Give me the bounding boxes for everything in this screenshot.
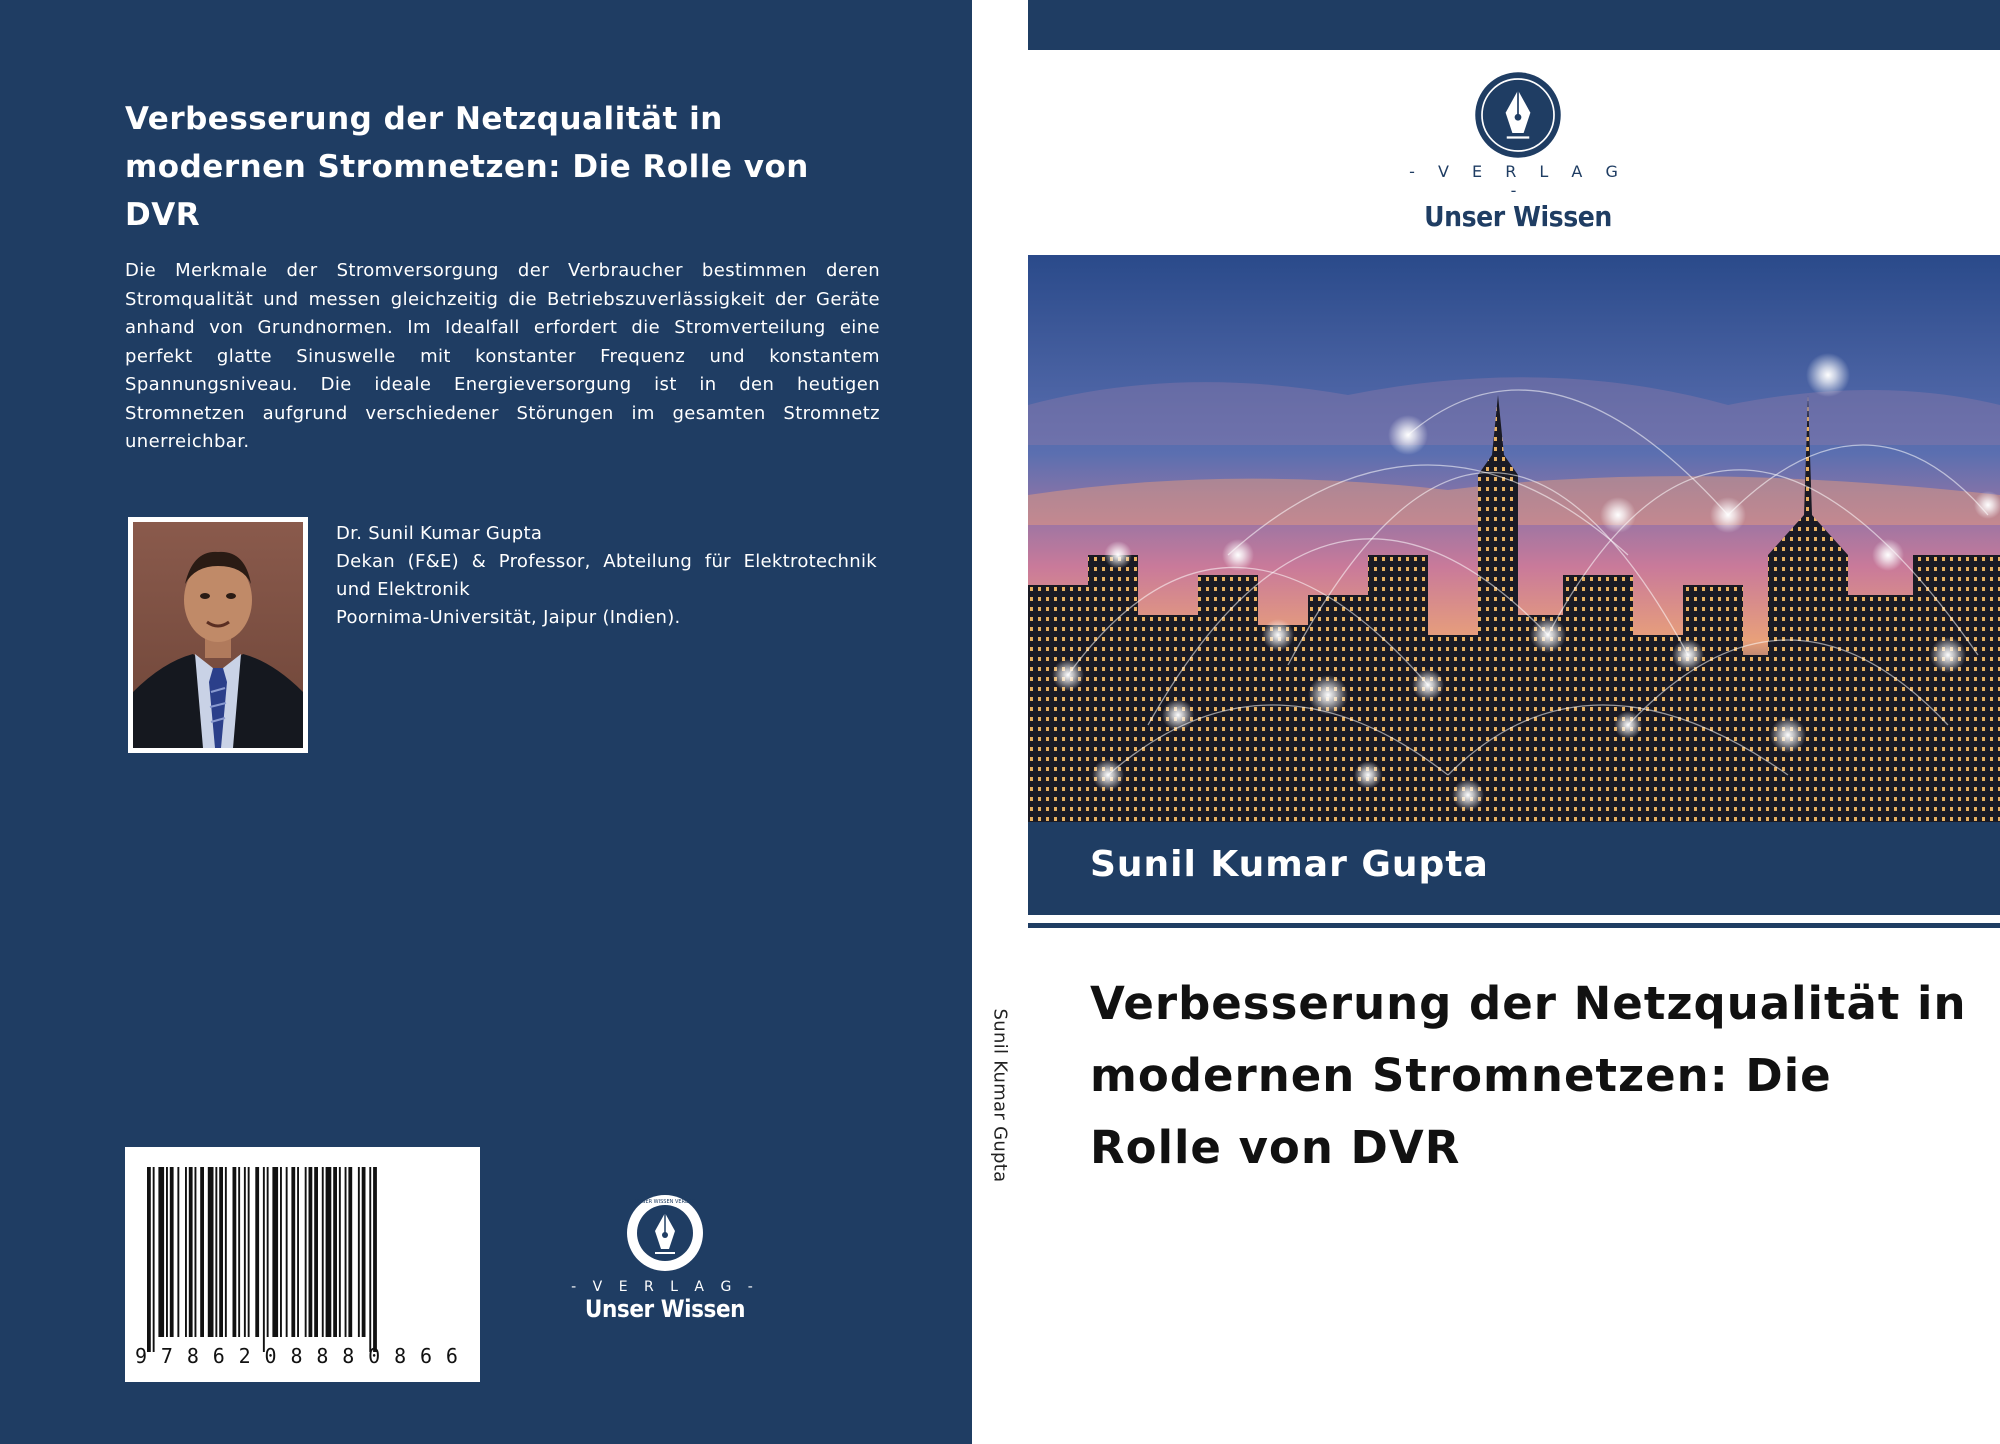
barcode-digit: 6: [212, 1344, 225, 1368]
barcode-bar: [153, 1167, 155, 1352]
barcode-bar: [233, 1167, 237, 1337]
barcode-bar: [291, 1167, 295, 1337]
barcode-bar: [147, 1167, 151, 1352]
barcode-digit: 8: [394, 1344, 407, 1368]
barcode-bar: [170, 1167, 174, 1337]
barcode-digit: 8: [290, 1344, 303, 1368]
barcode-bar: [297, 1167, 299, 1337]
back-cover-blurb: Die Merkmale der Stromversorgung der Verbraucher bestimmen deren Stromqualität und messen gleichzeitig die Betriebszuverlässigkeit der Geräte anhand von Grundnormen. Im Idealfall erfordert die Stromverteilung eine perfekt glatte Sinuswelle mit konstanter Frequenz und konstantem Spannungsniveau. Die ideale Energieversorgung ist in den heutigen Stromnetzen aufgrund verschiedener Störungen im gesamten Stromnetz unerreichbar.: [125, 260, 880, 452]
city-network-image-icon: [1028, 255, 2000, 822]
barcode-bar: [208, 1167, 214, 1337]
barcode-digit: 8: [342, 1344, 355, 1368]
barcode-bar: [362, 1167, 366, 1337]
barcode-bar: [244, 1167, 246, 1337]
barcode-bar: [345, 1167, 347, 1337]
front-top-band: [1028, 0, 2000, 50]
barcode-bar: [309, 1167, 313, 1337]
spine: [972, 0, 1028, 1444]
barcode-bar: [195, 1167, 197, 1337]
barcode-digit: 2: [238, 1344, 251, 1368]
barcode-bar: [305, 1167, 307, 1337]
barcode-bar: [255, 1167, 259, 1337]
barcode-digit: 0: [264, 1344, 277, 1368]
barcode-bar: [200, 1167, 204, 1337]
barcode-bar: [339, 1167, 341, 1337]
barcode-digits: [125, 1344, 480, 1368]
barcode-bar: [333, 1167, 337, 1337]
author-photo: [128, 517, 308, 753]
logo-ring-text: UNSER WISSEN VERLAG: [634, 1199, 696, 1205]
barcode-bar: [280, 1167, 282, 1337]
barcode-bar: [177, 1167, 179, 1337]
back-logo-name: Unser Wissen: [584, 1295, 746, 1323]
front-cover: [1028, 0, 2000, 1444]
barcode-bar: [267, 1167, 269, 1337]
barcode-bar: [272, 1167, 278, 1337]
pen-nib-logo-icon: [1473, 70, 1563, 160]
barcode-digit: 8: [186, 1344, 199, 1368]
barcode-bar: [358, 1167, 360, 1337]
bio-position: Dekan (F&E) & Professor, Abteilung für Elektrotechnik und Elektronik: [336, 551, 877, 600]
back-cover: [0, 0, 972, 1444]
back-logo-verlag: - V E R L A G -: [571, 1279, 759, 1295]
barcode-bar: [248, 1167, 250, 1337]
front-logo-verlag: - V E R L A G -: [1409, 162, 1627, 200]
author-portrait-icon: [133, 522, 303, 748]
front-divider-line: [1028, 923, 2000, 928]
author-bio: [336, 520, 877, 632]
barcode-bar: [263, 1167, 265, 1352]
back-publisher-logo: [565, 1193, 765, 1323]
barcode-bar: [189, 1167, 193, 1337]
front-cover-title: Verbesserung der Netzqualität in modernen Stromnetzen: Die Rolle von DVR: [1090, 977, 1967, 1174]
back-cover-title: Verbesserung der Netzqualität in modernen Stromnetzen: Die Rolle von DVR: [125, 101, 809, 233]
bio-name: Dr. Sunil Kumar Gupta: [336, 523, 543, 544]
cover-image-cityscape: [1028, 255, 2000, 822]
barcode-bar: [215, 1167, 217, 1337]
barcode-bar: [185, 1167, 187, 1337]
barcode-bar: [225, 1167, 227, 1337]
barcode-bar: [286, 1167, 288, 1337]
bio-affiliation: Poornima-Universität, Jaipur (Indien).: [336, 607, 681, 628]
barcode-bar: [326, 1167, 332, 1337]
spine-author: Sunil Kumar Gupta: [989, 1008, 1011, 1183]
barcode-bar: [219, 1167, 223, 1337]
front-author-band: [1028, 822, 2000, 915]
barcode-bars-icon: [125, 1147, 480, 1357]
isbn-barcode: [125, 1147, 480, 1382]
barcode-digit: 0: [368, 1344, 381, 1368]
front-publisher-logo: [1398, 70, 1638, 233]
barcode-bar: [238, 1167, 240, 1337]
barcode-digit: 8: [316, 1344, 329, 1368]
pen-nib-logo-icon: [625, 1193, 705, 1273]
barcode-bar: [166, 1167, 168, 1337]
barcode-bar: [373, 1167, 377, 1352]
barcode-digit: 6: [419, 1344, 433, 1368]
front-author-name: Sunil Kumar Gupta: [1090, 844, 1489, 885]
barcode-bar: [322, 1167, 324, 1337]
barcode-bar: [369, 1167, 371, 1352]
barcode-bar: [158, 1167, 164, 1337]
barcode-bar: [348, 1167, 352, 1337]
barcode-digit: 6: [445, 1344, 458, 1368]
barcode-digit: 7: [160, 1344, 173, 1368]
barcode-bar: [314, 1167, 318, 1337]
front-logo-name: Unser Wissen: [1424, 200, 1612, 233]
barcode-digit: 9: [135, 1344, 148, 1368]
